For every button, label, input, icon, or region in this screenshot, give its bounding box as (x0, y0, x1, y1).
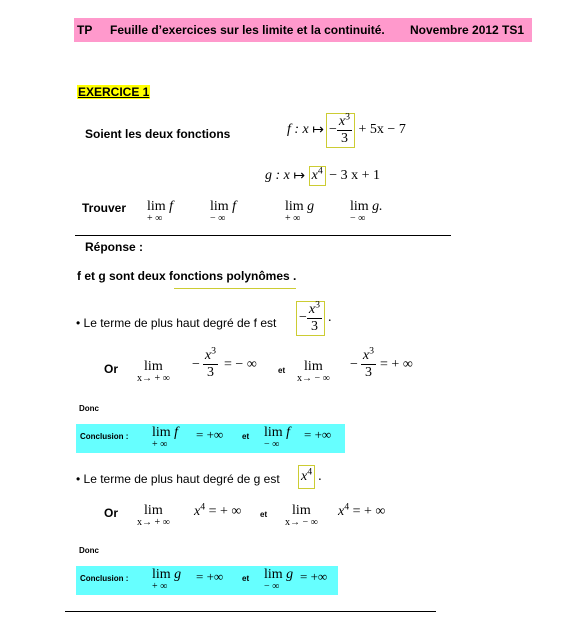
g-term-text: • Le terme de plus haut degré de g est (76, 472, 280, 486)
answer-title: Réponse : (85, 240, 144, 254)
f-def-fraction (337, 110, 352, 146)
g-term-dot: . (318, 469, 322, 484)
or2-lim1-expr (194, 501, 242, 520)
find-limit-1: lim f + ∞ (147, 199, 174, 224)
conclusion-1-result2: = +∞ (304, 427, 332, 442)
f-leading-term-box (326, 110, 355, 148)
f-term-exp: 3 (315, 298, 321, 310)
g-def-lhs: g : x (265, 168, 290, 183)
or1-lim1-den: 3 (206, 365, 214, 380)
donc-label-1: Donc (79, 404, 99, 413)
f-term-box (296, 298, 325, 336)
or1-lim1-exp: 3 (211, 345, 217, 357)
find-label: Trouver (82, 201, 127, 215)
f-def-lhs: f : x (287, 122, 309, 137)
g-term-expr (298, 465, 322, 489)
polynomials-underline (174, 288, 296, 289)
maps-to-icon: ↦ (312, 122, 324, 138)
conclusion-1-bar (76, 424, 345, 453)
or2-lim1-exp: 4 (200, 501, 206, 513)
f-definition (287, 110, 406, 150)
g-definition (265, 166, 380, 186)
conclusion-1-lim2: lim f − ∞ (264, 425, 291, 450)
f-term-den: 3 (310, 318, 318, 334)
conclusion-2-bar (76, 566, 338, 595)
find-limit-3: lim g + ∞ (285, 199, 315, 224)
header-date: Novembre 2012 TS1 (410, 23, 525, 37)
g-term-box (298, 465, 315, 489)
conclusion-2-et: et (242, 574, 250, 583)
divider-top (75, 235, 451, 236)
g-term-exp: 4 (307, 466, 313, 478)
or-label-1: Or (104, 362, 119, 376)
conclusion-2-result1: = +∞ (196, 569, 224, 584)
f-term-dot: . (328, 310, 332, 325)
or1-lim1: lim x→ + ∞ (137, 359, 170, 384)
or2-lim1: lim x→ + ∞ (137, 503, 170, 528)
f-term-text: • Le terme de plus haut degré de f est (76, 316, 277, 330)
or1-lim1-result: = − ∞ (224, 356, 257, 372)
or2-lim2-base: x (338, 504, 345, 519)
conclusion-1-label: Conclusion : (80, 432, 129, 441)
or1-lim1-minus: − (192, 356, 200, 372)
conclusion-2-label: Conclusion : (80, 574, 129, 583)
g-term-base: x (301, 469, 308, 484)
or2-lim2-result: = + ∞ (352, 504, 386, 519)
g-leading-term-box (309, 166, 326, 186)
f-def-exp: 3 (345, 110, 351, 122)
polynomials-text: f et g sont deux fonctions polynômes . (77, 269, 297, 283)
exercise-title: EXERCICE 1 (78, 85, 150, 99)
or1-lim2-result: = + ∞ (380, 356, 413, 372)
or1-lim2-den: 3 (364, 365, 372, 380)
f-term-num: x (308, 301, 316, 317)
f-term-expr (296, 296, 332, 340)
conclusion-1-lim1: lim f + ∞ (152, 425, 179, 450)
donc-label-2: Donc (79, 546, 99, 555)
f-def-den: 3 (340, 130, 348, 146)
find-limit-2: lim f − ∞ (210, 199, 237, 224)
or2-lim2-exp: 4 (344, 501, 350, 513)
g-def-exp: 4 (317, 165, 323, 177)
f-def-minus: − (329, 122, 337, 137)
or1-lim2-num: x (362, 348, 370, 363)
or1-lim2: lim x→ − ∞ (297, 359, 330, 384)
header-tp: TP (77, 23, 93, 37)
or2-lim1-base: x (194, 504, 201, 519)
conclusion-1-et: et (242, 432, 250, 441)
or2-et: et (260, 510, 268, 519)
or1-lim2-exp: 3 (369, 345, 375, 357)
intro-text: Soient les deux fonctions (85, 127, 231, 141)
conclusion-2-lim2: lim g − ∞ (264, 567, 294, 592)
or1-lim2-minus: − (350, 356, 358, 372)
f-def-num: x (338, 113, 346, 129)
header-title: Feuille d’exercices sur les limite et la continuité. (110, 23, 385, 37)
maps-to-icon: ↦ (293, 168, 306, 184)
g-def-base: x (311, 168, 318, 183)
or2-lim2-expr (338, 501, 386, 520)
or1-lim2-expr (350, 345, 413, 380)
or1-et: et (278, 366, 286, 375)
conclusion-2-result2: = +∞ (300, 569, 328, 584)
header-bar (74, 18, 532, 42)
or1-lim1-num: x (204, 348, 212, 363)
f-term-minus: − (299, 310, 307, 325)
conclusion-1-result1: = +∞ (196, 427, 224, 442)
or1-lim1-expr (192, 345, 257, 380)
divider-bottom (65, 611, 436, 612)
conclusion-2-lim1: lim g + ∞ (152, 567, 182, 592)
or2-lim2: lim x→ − ∞ (285, 503, 318, 528)
g-def-rest: − 3 x + 1 (329, 168, 381, 183)
find-limit-4: lim g. − ∞ (350, 199, 383, 224)
f-def-rest: + 5x − 7 (358, 122, 406, 137)
or2-lim1-result: = + ∞ (208, 504, 242, 519)
or-label-2: Or (104, 506, 119, 520)
